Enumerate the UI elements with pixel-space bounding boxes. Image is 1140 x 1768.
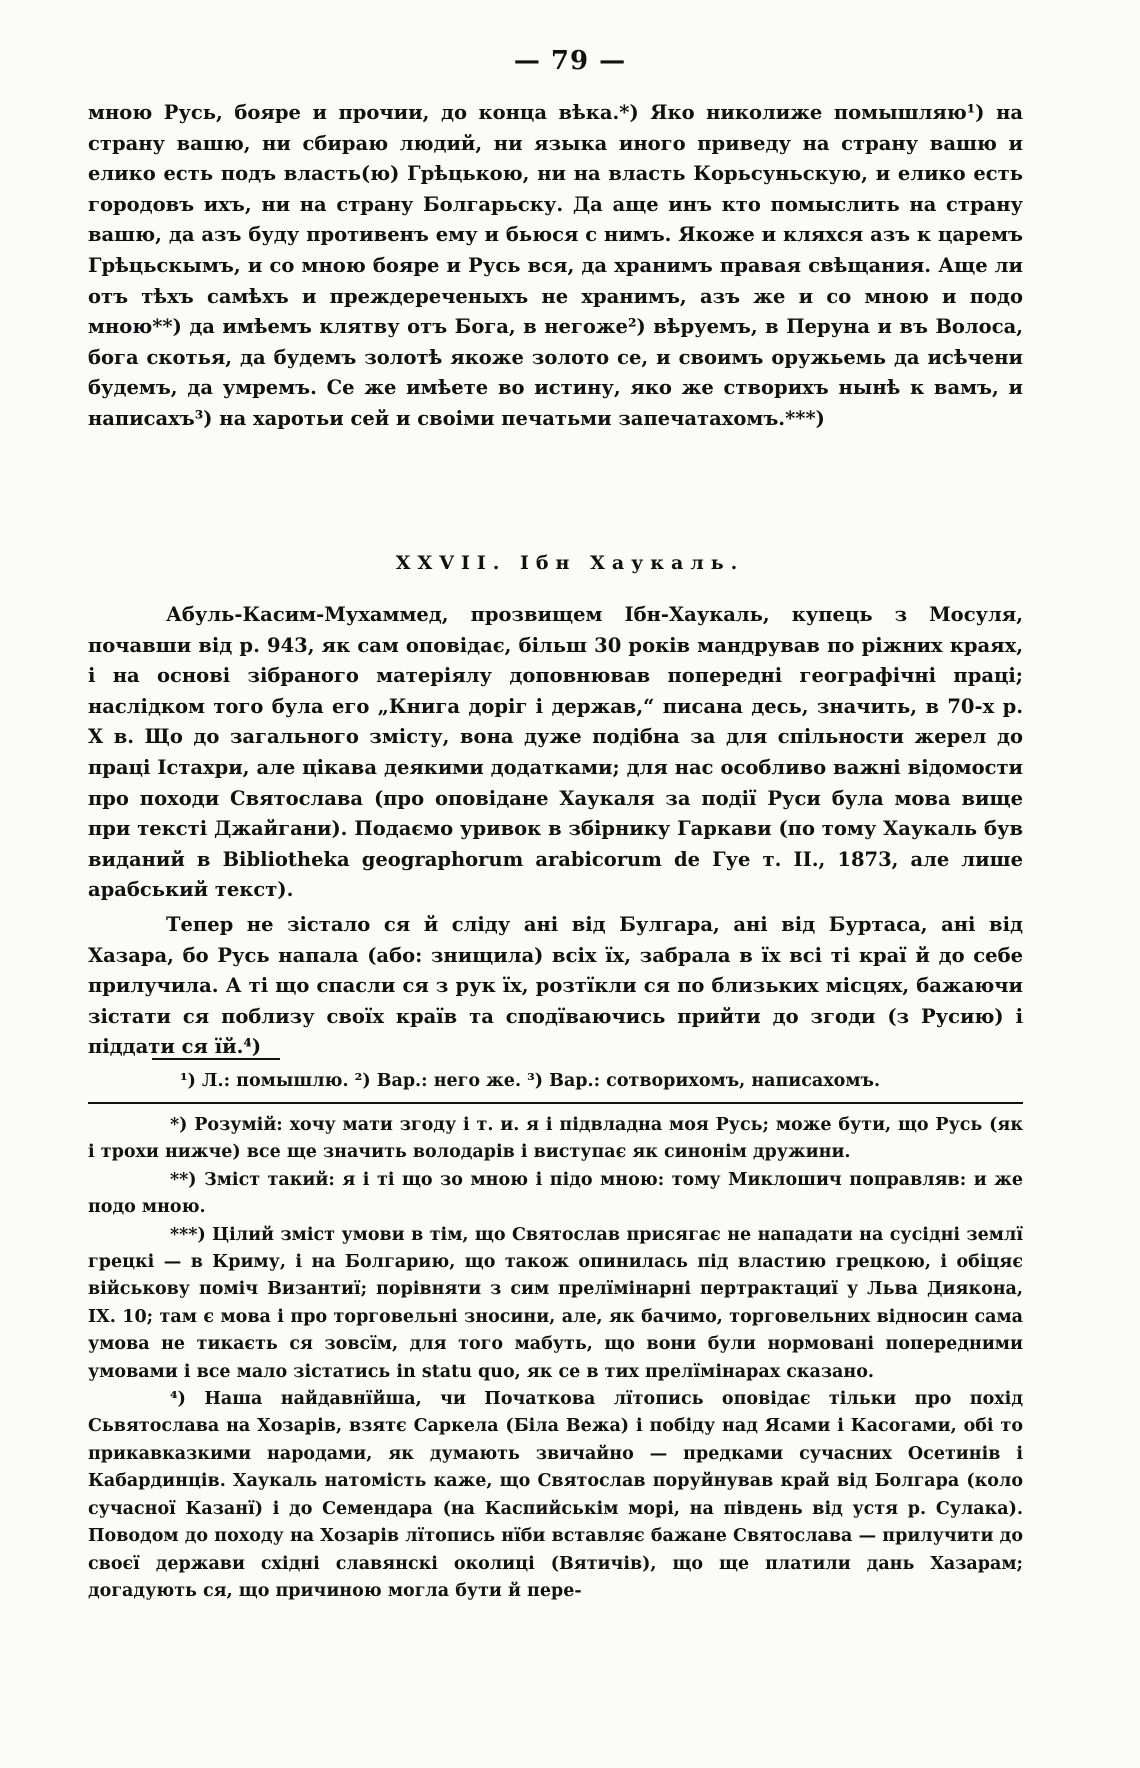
page-number: — 79 — — [513, 46, 627, 76]
translation-paragraph: Тепер не зістало ся й сліду ані від Булгара, ані від Буртаса, ані від Хазара, бо Русь напала (або: знищила) всіх їх, забрала в їх всі ті краї й до себе прилучила. А ті що спасли ся з рук їх, розтїкли ся по близьких місцях, бажаючи зістати ся поблизу своїх країв та сподїваючись прийти до згоди (з Русию) і піддати ся їй.⁴) — [88, 912, 1023, 1059]
variant-footnotes: ¹) Л.: помышлю. ²) Вар.: него же. ³) Вар.: сотворихомъ, написахомъ. — [180, 1071, 881, 1091]
main-text-block — [88, 600, 1023, 1063]
note-3: ***) Цілий зміст умови в тім, що Святослав присягає не нападати на сусідні землї грецкі — в Криму, і на Болгарию, що також опинилась під властию грецкою, і обіцяє військову поміч Византиї; порівняти з сим прелїмінарні пертрактациї у Льва Диякона, IX. 10; там є мова і про торговельні зносини, але, як бачимо, торговельних відносин сама умова не тикаєть ся зовсїм, для того мабуть, що вони були нормовані попередними умовами і все мало зістатись in statu quo, як се в тих прелїмінарах сказано. — [88, 1224, 1023, 1382]
section-heading: XXVII. Ібн Хаукаль. — [395, 552, 745, 574]
note-1: *) Розумій: хочу мати згоду і т. и. я і підвладна моя Русь; може бути, що Русь (як і трохи нижче) все ще значить володарів і виступає як синонім дружини. — [88, 1115, 1023, 1163]
top-paragraph-block — [88, 98, 1023, 435]
footnote-rule-short — [152, 1058, 280, 1060]
note-4: ⁴) Наша найдавнїйша, чи Початкова лїтопись оповідає тільки про похід Сьвятослава на Хозарів, взятє Саркела (Біла Вежа) і побіду над Ясами і Касогами, обі то прикавказкими народами, як думають звичайно — предками сучасних Осетинів і Кабардинців. Хаукаль натомість каже, що Святослав поруйнував край від Болгара (коло сучасної Казанї) і до Семендара (на Каспийськім морі, на південь від устя р. Сулака). Поводом до походу на Хозарів лїтопись нїби вставляє бажане Святослава — прилучити до своєї держави східні славянскі околиці (Вятичів), що ще платили дань Хазарам; догадують ся, що причиною могла бути й пере- — [88, 1389, 1023, 1601]
intro-paragraph: Абуль-Касим-Мухаммед, прозвищем Ібн-Хаукаль, купець з Мосуля, почавши від р. 943, як сам оповідає, більш 30 років мандрував по ріжних краях, і на основі зібраного матеріялу доповнював попередні географічні праці; наслідком того була его „Книга доріг і держав,“ писана десь, значить, в 70-х р. Х в. Що до загального змісту, вона дуже подібна за для спільности жерел до праці Істахри, але цікава деякими додатками; для нас особливо важні відомости про походи Святослава (про оповідане Хаукаля за події Руси була мова вище при тексті Джайгани). Подаємо уривок в збірнику Гаркави (по тому Хаукаль був виданий в Bibliotheka geographorum arabicorum de Гуе т. II., 1873, але лише арабський текст). — [88, 603, 1023, 902]
note-2: **) Зміст такий: я і ті що зо мною і підо мною: тому Миклошич поправляв: и же подо мною. — [88, 1169, 1023, 1218]
top-paragraph: мною Русь, бояре и прочии, до конца вѣка.*) Яко николиже помышляю¹) на страну вашю, ни сбираю людий, ни языка иного приведу на страну вашю и елико есть подъ власть(ю) Грѣцькою, ни на власть Корьсуньскую, и елико есть городовъ ихъ, ни на страну Болгарьску. Да аще инъ кто помыслить на страну вашю, да азъ буду противенъ ему и бьюся с нимъ. Якоже и кляхся азъ к царемъ Грѣцьскымъ, и со мною бояре и Русь вся, да хранимъ правая свѣщания. Аще ли отъ тѣхъ самѣхъ и преждереченыхъ не хранимъ, азъ же и со мною и подо мною**) да имѣемъ клятву отъ Бога, в негоже²) вѣруемъ, в Перуна и въ Волоса, бога скотья, да будемъ золотѣ якоже золото се, и своимъ оружьемь да исѣчени будемъ, да умремъ. Се же имѣете во истину, яко же створихъ нынѣ к вамъ, и написахъ³) на харотьи сей и своіми печатьми запечатахомъ.***) — [88, 101, 1023, 430]
notes-block — [88, 1112, 1023, 1605]
variant-footnotes-block — [180, 1068, 1030, 1095]
footnote-rule-long — [88, 1102, 1023, 1104]
